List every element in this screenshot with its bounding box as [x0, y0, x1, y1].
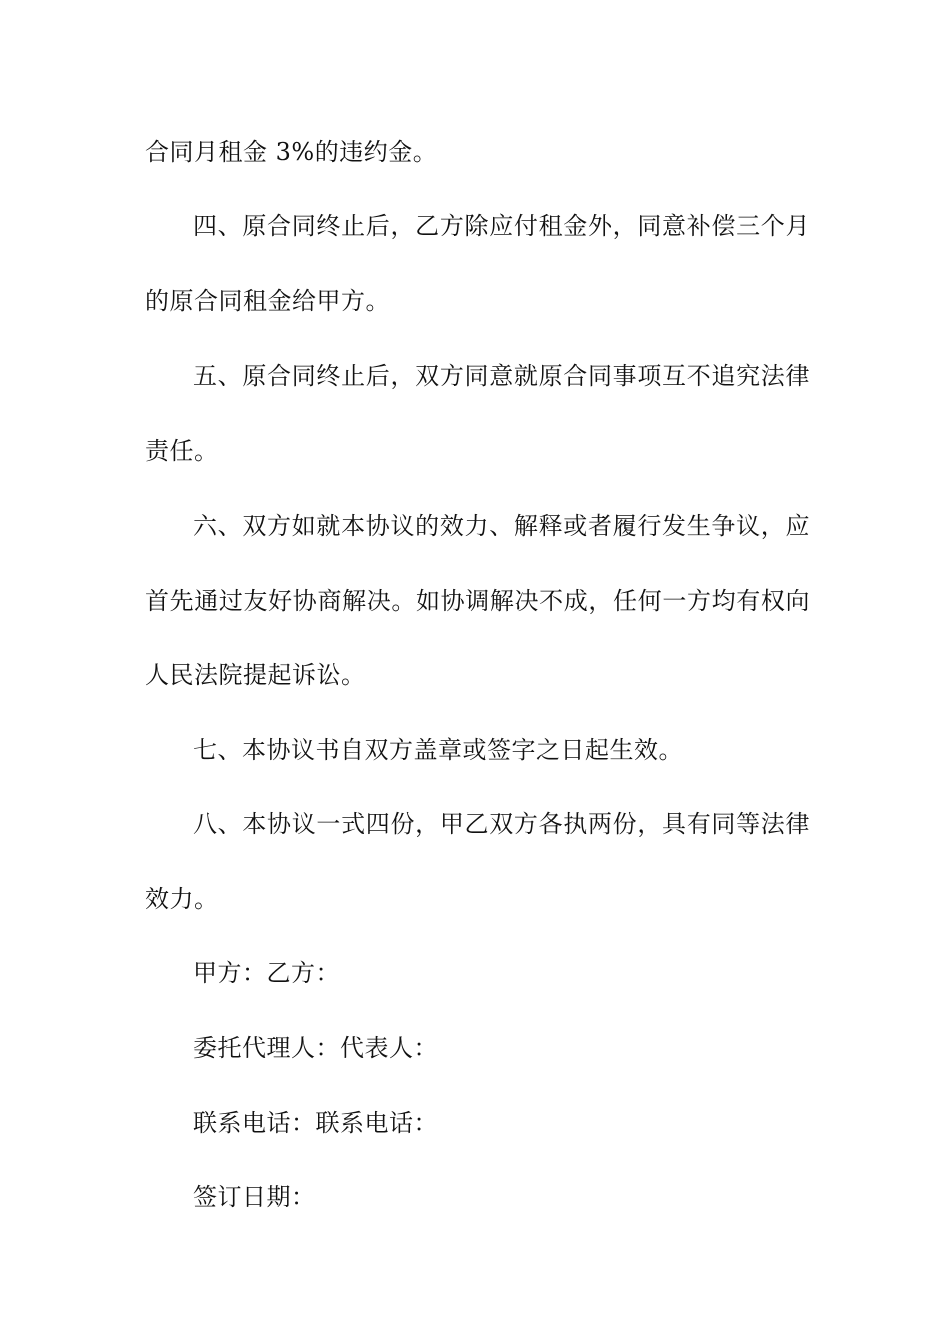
- clause-five-line: 五、原合同终止后，双方同意就原合同事项互不追究法律: [193, 362, 810, 390]
- paragraph-line: 合同月租金 3%的违约金。: [145, 138, 438, 166]
- clause-seven-line: 七、本协议书自双方盖章或签字之日起生效。: [193, 736, 683, 764]
- clause-four-line: 四、原合同终止后，乙方除应付租金外，同意补偿三个月: [193, 212, 810, 240]
- clause-four-line: 的原合同租金给甲方。: [145, 287, 390, 315]
- signature-phones: 联系电话：联系电话：: [193, 1109, 438, 1137]
- clause-six-line: 首先通过友好协商解决。如协调解决不成，任何一方均有权向: [145, 587, 810, 615]
- clause-five-line: 责任。: [145, 437, 219, 465]
- signature-parties: 甲方：乙方：: [193, 959, 340, 987]
- clause-eight-line: 八、本协议一式四份，甲乙双方各执两份，具有同等法律: [193, 810, 810, 838]
- clause-six-line: 人民法院提起诉讼。: [145, 661, 366, 689]
- clause-eight-line: 效力。: [145, 885, 219, 913]
- clause-six-line: 六、双方如就本协议的效力、解释或者履行发生争议，应: [193, 512, 810, 540]
- signature-date: 签订日期：: [193, 1183, 316, 1211]
- signature-representatives: 委托代理人：代表人：: [193, 1034, 438, 1062]
